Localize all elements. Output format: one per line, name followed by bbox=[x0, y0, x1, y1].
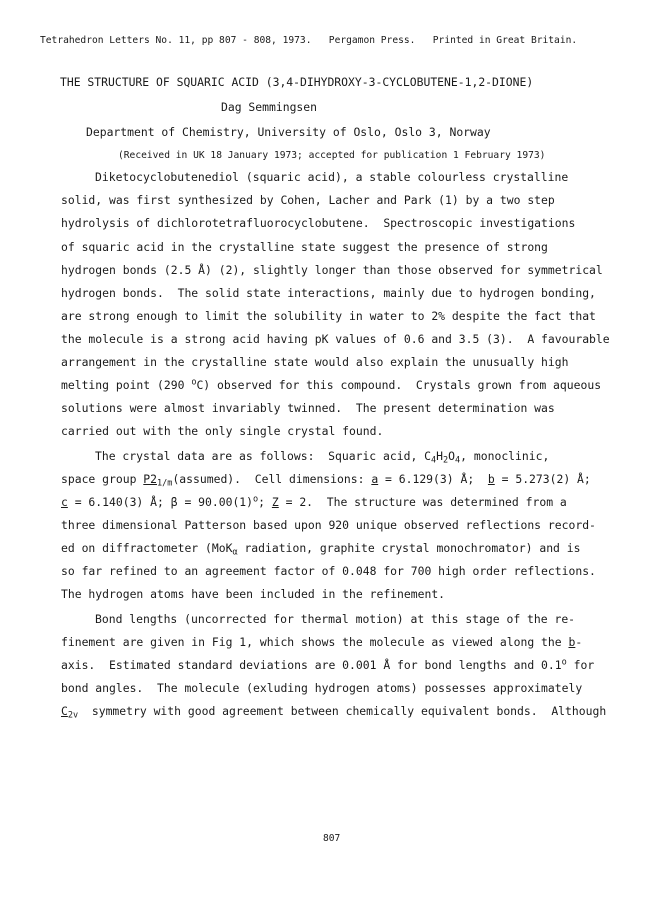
page-number: 807 bbox=[323, 833, 341, 844]
body-line: of squaric acid in the crystalline state suggest the presence of strong bbox=[61, 240, 548, 254]
body-line: three dimensional Patterson based upon 920 unique observed reflections record- bbox=[61, 518, 596, 532]
article-title: THE STRUCTURE OF SQUARIC ACID (3,4-DIHYDROXY-3-CYCLOBUTENE-1,2-DIONE) bbox=[60, 75, 534, 89]
body-line: finement are given in Fig 1, which shows the molecule as viewed along the b- bbox=[61, 635, 583, 649]
body-line: The hydrogen atoms have been included in the refinement. bbox=[61, 587, 446, 601]
body-line: arrangement in the crystalline state would also explain the unusually high bbox=[61, 355, 569, 369]
degree-symbol: o bbox=[191, 377, 197, 388]
body-line: hydrogen bonds. The solid state interactions, mainly due to hydrogen bonding, bbox=[61, 286, 596, 300]
author: Dag Semmingsen bbox=[221, 100, 318, 114]
received-note: (Received in UK 18 January 1973; accepted for publication 1 February 1973) bbox=[118, 150, 546, 161]
body-line: space group $P2_{1/m}(assumed)$. Cell dimensions: a = 6.129(3) Å; b = 5.273(2) Å; bbox=[61, 472, 591, 489]
body-line: $C_{2v}$ symmetry with good agreement between chemically equivalent bonds. Although bbox=[61, 704, 607, 721]
body-line: are strong enough to limit the solubility in water to 2% despite the fact that bbox=[61, 309, 596, 323]
body-line: melting point (290 $^o$C) observed for this compound. Crystals grown from aqueous bbox=[61, 377, 602, 392]
body-line: c = 6.140(3) Å; $\beta = 90.00(1)^o$; Z = 2. The structure was determined from a bbox=[61, 494, 567, 509]
body-line: hydrolysis of dichlorotetrafluorocyclobutene. Spectroscopic investigations bbox=[61, 216, 576, 230]
body-line: axis. Estimated standard deviations are 0.001 Å for bond lengths and 0.1$^o$ for bbox=[61, 657, 595, 672]
body-line: Diketocyclobutenediol (squaric acid), a stable colourless crystalline bbox=[95, 170, 569, 184]
body-line: carried out with the only single crystal found. bbox=[61, 424, 384, 438]
body-line: hydrogen bonds (2.5 Å) (2), slightly longer than those observed for symmetrical bbox=[61, 263, 603, 277]
body-line: Bond lengths (uncorrected for thermal motion) at this stage of the re- bbox=[95, 612, 576, 626]
body-line: ed on diffractometer (MoK$_\alpha$ radiation, graphite crystal monochromator) and is bbox=[61, 541, 581, 558]
body-line: solutions were almost invariably twinned. The present determination was bbox=[61, 401, 555, 415]
affiliation: Department of Chemistry, University of Oslo, Oslo 3, Norway bbox=[86, 125, 491, 139]
body-line: bond angles. The molecule (exluding hydrogen atoms) possesses approximately bbox=[61, 681, 583, 695]
body-line: solid, was first synthesized by Cohen, Lacher and Park (1) by a two step bbox=[61, 193, 555, 207]
running-header: Tetrahedron Letters No. 11, pp 807 - 808, 1973. Pergamon Press. Printed in Great Britain. bbox=[40, 35, 578, 46]
body-line: so far refined to an agreement factor of 0.048 for 700 high order reflections. bbox=[61, 564, 596, 578]
body-line: The crystal data are as follows: Squaric acid, $C_4H_2O_4$, monoclinic, bbox=[95, 449, 550, 466]
body-line: the molecule is a strong acid having pK values of 0.6 and 3.5 (3). A favourable bbox=[61, 332, 610, 346]
